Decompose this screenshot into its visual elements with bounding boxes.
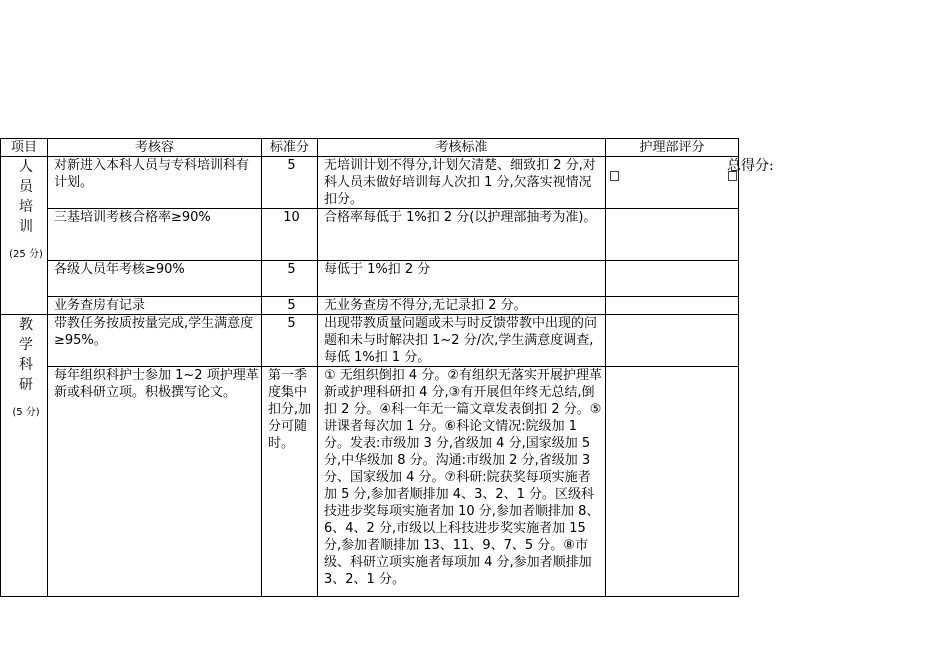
section-char: 员 [19, 179, 33, 195]
assessment-table [0, 138, 739, 597]
section-char: 培 [19, 199, 33, 215]
content-cell: 每年组织科护士参加 1~2 项护理革新或科研立项。积极撰写论文。 [48, 367, 262, 597]
section-personnel-training [1, 157, 48, 315]
criteria-cell: 无业务查房不得分,无记录扣 2 分。 [318, 297, 606, 315]
criteria-cell: 每低于 1%扣 2 分 [318, 261, 606, 297]
section-char: 学 [19, 337, 33, 353]
nursing-score-cell[interactable] [606, 367, 739, 597]
criteria-cell: 合格率每低于 1%扣 2 分(以护理部抽考为准)。 [318, 209, 606, 261]
criteria-cell: ① 无组织倒扣 4 分。②有组织无落实开展护理革新或护理科研扣 4 分,③有开展但年终无总结,倒扣 2 分。④科一年无一篇文章发表倒扣 2 分。⑤讲课者每次加 1 分。⑥科论文情况:院级加 1 分。发表:市级加 3 分,省级加 4 分,国家级加 5 分,中华级加 8 分。沟通:市级加 2 分,省级加 3 分、国家级加 4 分。⑦科研:院获奖每项实施者加 5 分,参加者顺排加 4、3、2、1 分。区级科技进步奖每项实施者加 10 分,参加者顺排加 8、6、4、2 分,市级以上科技进步奖实施者加 15 分,参加者顺排加 13、11、9、7、5 分。⑧市级、科研立项实施者每项加 4 分,参加者顺排加 3、2、1 分。 [318, 367, 606, 597]
section-char: 科 [19, 357, 33, 373]
section-char: 训 [19, 219, 33, 235]
checkbox-mark [610, 171, 619, 181]
content-cell: 各级人员年考核≥90% [48, 261, 262, 297]
nursing-score-cell[interactable] [606, 261, 739, 297]
header-nursing-dept-score: 护理部评分 [606, 139, 739, 157]
table-row [1, 261, 739, 297]
section-score-note: (25 分) [9, 249, 43, 260]
criteria-cell: 出现带教质量问题或未与时反馈带教中出现的问题和未与时解决扣 1~2 分/次,学生满意度调查,每低 1%扣 1 分。 [318, 315, 606, 367]
section-char: 人 [19, 159, 33, 175]
header-standard-score: 标准分 [262, 139, 318, 157]
score-cell: 第一季度集中扣分,加分可随时。 [262, 367, 318, 597]
table-row [1, 315, 739, 367]
header-item: 项目 [1, 139, 48, 157]
header-criteria: 考核标准 [318, 139, 606, 157]
table-row [1, 209, 739, 261]
score-cell: 5 [262, 157, 318, 209]
content-cell: 带教任务按质按量完成,学生满意度≥95%。 [48, 315, 262, 367]
table-row [1, 297, 739, 315]
section-char: 教 [19, 317, 33, 333]
table-row [1, 157, 739, 209]
score-cell: 5 [262, 261, 318, 297]
nursing-score-cell[interactable] [606, 315, 739, 367]
nursing-score-cell[interactable] [606, 297, 739, 315]
section-char: 研 [19, 377, 33, 393]
content-cell: 业务查房有记录 [48, 297, 262, 315]
nursing-score-cell[interactable] [606, 157, 739, 209]
header-content: 考核容 [48, 139, 262, 157]
nursing-score-cell[interactable] [606, 209, 739, 261]
score-cell: 10 [262, 209, 318, 261]
score-cell: 5 [262, 315, 318, 367]
checkbox-mark [728, 171, 737, 181]
header-row [1, 139, 739, 157]
score-cell: 5 [262, 297, 318, 315]
section-teaching-research [1, 315, 48, 597]
table-row [1, 367, 739, 597]
criteria-cell: 无培训计划不得分,计划欠清楚、细致扣 2 分,对科人员未做好培训每人次扣 1 分,欠落实视情况扣分。 [318, 157, 606, 209]
content-cell: 三基培训考核合格率≥90% [48, 209, 262, 261]
section-score-note: (5 分) [12, 407, 40, 418]
content-cell: 对新进入本科人员与专科培训科有计划。 [48, 157, 262, 209]
total-score-label: 总得分: [727, 158, 774, 174]
